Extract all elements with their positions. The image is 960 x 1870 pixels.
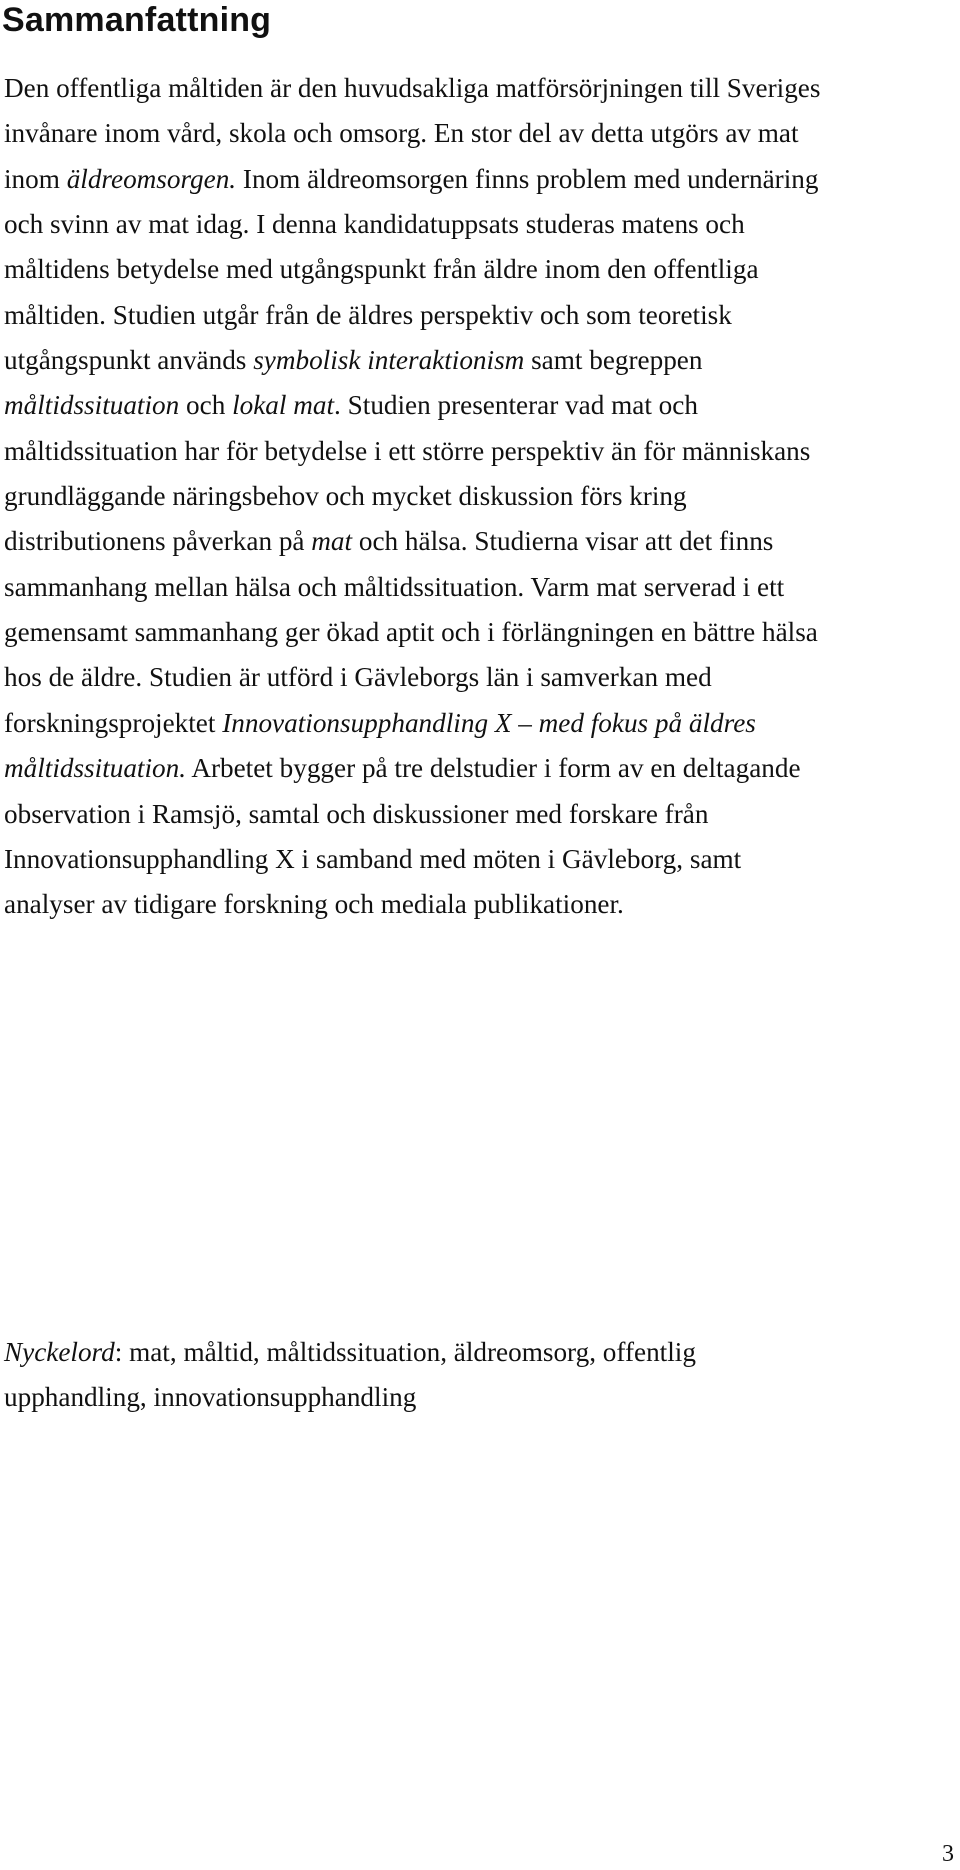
keywords-paragraph bbox=[4, 1330, 952, 1421]
page-number: 3 bbox=[942, 1841, 954, 1867]
text-line bbox=[4, 1375, 952, 1420]
text-line: observation i Ramsjö, samtal och diskussioner med forskare från bbox=[4, 798, 709, 829]
text-line: Innovationsupphandling X i samband med möten i Gävleborg, samt bbox=[4, 843, 742, 874]
text-line: inom äldreomsorgen. Inom äldreomsorgen finns problem med undernäring bbox=[4, 163, 819, 194]
text-line: analyser av tidigare forskning och mediala publikationer. bbox=[4, 889, 624, 920]
text-line: invånare inom vård, skola och omsorg. En stor del av detta utgörs av mat bbox=[4, 118, 799, 149]
text-line: distributionens påverkan på mat och hälsa. Studierna visar att det finns bbox=[4, 526, 774, 557]
text-line: utgångspunkt används symbolisk interaktionism samt begreppen bbox=[4, 345, 703, 376]
keywords-list: mat, måltid, måltidssituation, äldreomsorg, offentlig bbox=[122, 1337, 696, 1367]
text-line: forskningsprojektet Innovationsupphandling X – med fokus på äldres bbox=[4, 707, 756, 738]
text-line: måltiden. Studien utgår från de äldres perspektiv och som teoretisk bbox=[4, 299, 732, 330]
emphasis: mat bbox=[311, 526, 353, 557]
emphasis: Innovationsupphandling X – med fokus på äldres bbox=[222, 707, 756, 738]
text-line: måltidens betydelse med utgångspunkt från äldre inom den offentliga bbox=[4, 254, 759, 285]
text-line: Den offentliga måltiden är den huvudsakliga matförsörjningen till Sveriges bbox=[4, 73, 821, 103]
emphasis: måltidssituation. bbox=[4, 753, 187, 784]
text-line: måltidssituation. Arbetet bygger på tre delstudier i form av en deltagande bbox=[4, 753, 801, 784]
keywords-label: Nyckelord bbox=[4, 1337, 115, 1367]
text-line: och svinn av mat idag. I denna kandidatuppsats studeras matens och bbox=[4, 209, 745, 240]
text-line: måltidssituation har för betydelse i ett större perspektiv än för människans bbox=[4, 435, 811, 466]
text-line: sammanhang mellan hälsa och måltidssituation. Varm mat serverad i ett bbox=[4, 571, 785, 602]
text-line: gemensamt sammanhang ger ökad aptit och i förlängningen en bättre hälsa bbox=[4, 617, 818, 648]
section-heading: Sammanfattning bbox=[2, 1, 272, 39]
abstract-paragraph bbox=[4, 66, 952, 928]
emphasis: lokal mat bbox=[232, 390, 335, 421]
emphasis: äldreomsorgen. bbox=[66, 163, 237, 194]
keywords-list: upphandling, innovationsupphandling bbox=[4, 1382, 417, 1413]
text-line: måltidssituation och lokal mat. Studien presenterar vad mat och bbox=[4, 390, 698, 421]
text-line: grundläggande näringsbehov och mycket diskussion förs kring bbox=[4, 481, 687, 512]
emphasis: symbolisk interaktionism bbox=[253, 345, 525, 376]
emphasis: måltidssituation bbox=[4, 390, 180, 421]
text-line: hos de äldre. Studien är utförd i Gävleborgs län i samverkan med bbox=[4, 662, 712, 693]
text-line: Nyckelord: mat, måltid, måltidssituation, äldreomsorg, offentlig bbox=[4, 1337, 696, 1367]
